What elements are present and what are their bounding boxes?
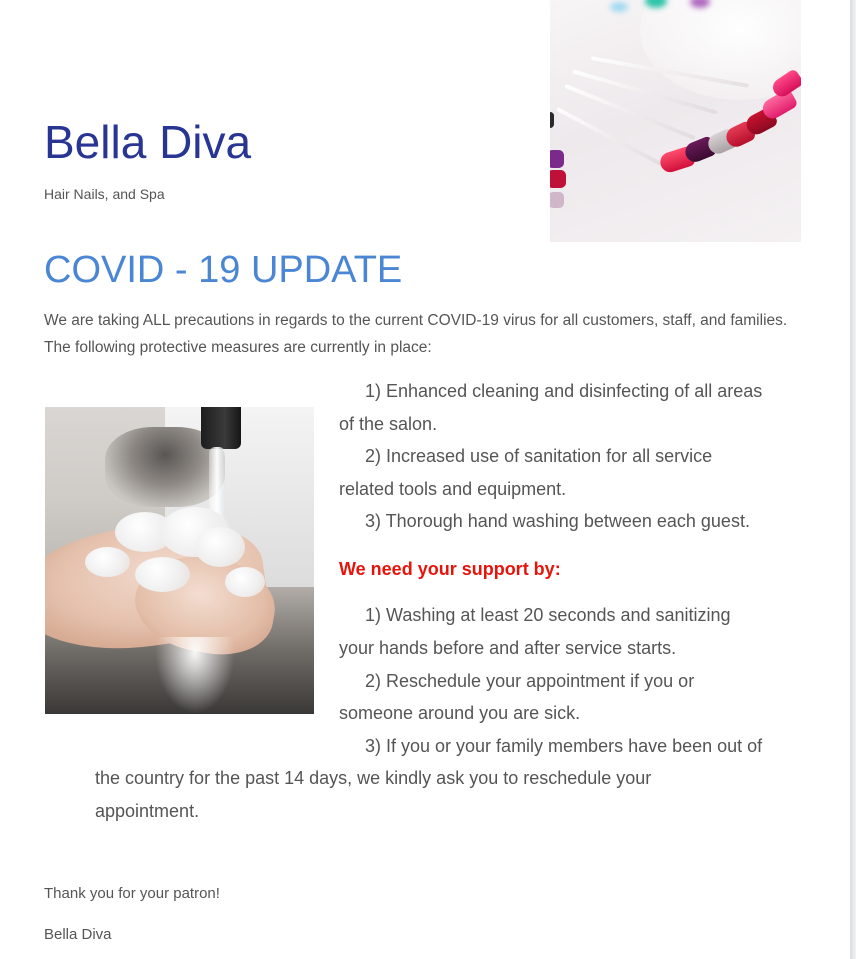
- update-heading: COVID - 19 UPDATE: [44, 249, 403, 291]
- brand-title: Bella Diva: [44, 116, 252, 168]
- brand-subtitle: Hair Nails, and Spa: [44, 186, 165, 202]
- measure-2-line-2: related tools and equipment.: [339, 479, 567, 499]
- signature-text: Bella Diva: [44, 926, 112, 943]
- request-2-line-2: someone around you are sick.: [339, 703, 581, 723]
- nail-polish-photo: [550, 0, 801, 242]
- measure-3-line-1: 3) Thorough hand washing between each guest.: [365, 511, 750, 531]
- request-1-line-1: 1) Washing at least 20 seconds and sanitizing: [365, 605, 731, 625]
- page-edge-shadow: [850, 0, 856, 959]
- measure-1-line-2: of the salon.: [339, 414, 438, 434]
- request-1-line-2: your hands before and after service starts.: [339, 638, 677, 658]
- hand-washing-photo: [45, 407, 314, 714]
- measure-1-line-1: 1) Enhanced cleaning and disinfecting of all areas: [365, 381, 763, 401]
- request-2-line-1: 2) Reschedule your appointment if you or: [365, 671, 695, 691]
- request-3-line-3: appointment.: [95, 801, 200, 821]
- request-3-line-1: 3) If you or your family members have been out of: [365, 736, 763, 756]
- thank-you-text: Thank you for your patron!: [44, 885, 220, 902]
- intro-paragraph: We are taking ALL precautions in regards to the current COVID-19 virus for all customers, staff, and families. The following protective measures are currently in place:: [44, 312, 788, 356]
- measure-2-line-1: 2) Increased use of sanitation for all service: [365, 446, 713, 466]
- support-heading: We need your support by:: [339, 559, 561, 579]
- request-3-line-2: the country for the past 14 days, we kindly ask you to reschedule your: [95, 768, 652, 788]
